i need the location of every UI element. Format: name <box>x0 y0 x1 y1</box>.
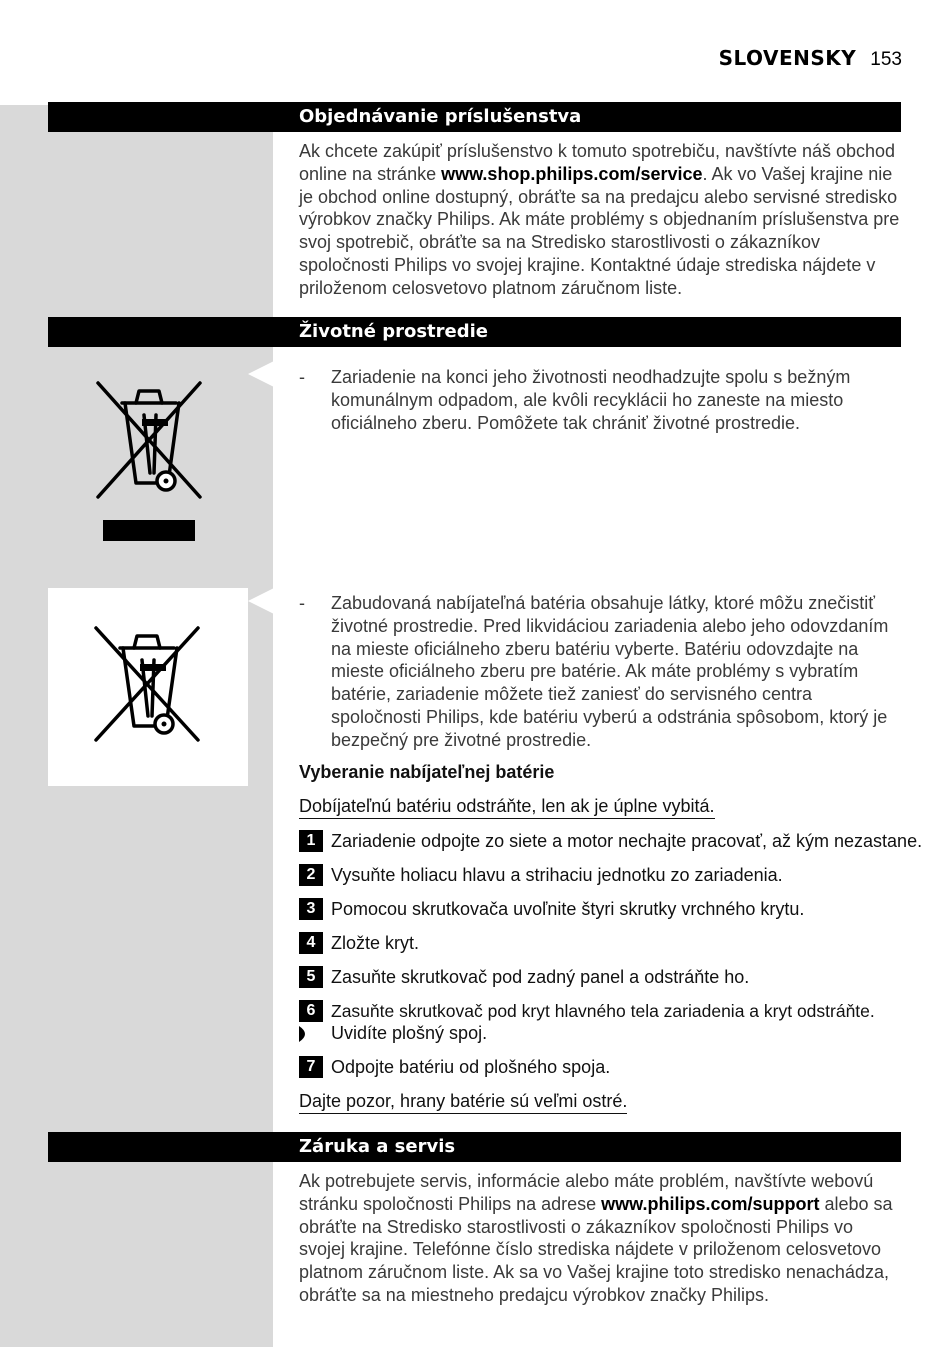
callout-pointer-2 <box>248 588 274 614</box>
bullet-text: Zariadenie na konci jeho životnosti neodhadzujte spolu s bežným komunálnym odpadom, ale kvôli recyklácii ho zaneste na miesto oficiálneho zberu. Pomôžete tak chrániť životné prostredie. <box>331 367 851 433</box>
section-bar-accessories <box>48 102 901 132</box>
warranty-text-after: alebo sa obráťte na Stredisko starostlivosti o zákazníkov spoločnosti Philips vo svojej krajine. Telefónne číslo strediska nájdete v priloženom celosvetovo platnom záručnom liste. Ak sa vo Vašej krajine toto stredisko nenachádza, obráťte sa na miestneho predajcu výrobkov značky Philips. <box>299 1193 893 1305</box>
battery-warning: Dajte pozor, hrany batérie sú veľmi ostré. <box>299 1091 627 1114</box>
step-number: 7 <box>299 1056 323 1078</box>
warranty-paragraph <box>299 1170 901 1307</box>
step-4 <box>299 932 909 954</box>
page-number: 153 <box>870 49 902 70</box>
accessories-text-before: Ak chcete zakúpiť príslušenstvo k tomuto spotrebiču, navštívte náš obchod online na stránke <box>299 141 896 184</box>
language-label: SLOVENSKY <box>718 46 857 70</box>
step-text: Zasuňte skrutkovač pod zadný panel a odstráňte ho. <box>331 966 750 987</box>
callout-pointer-1 <box>248 361 274 387</box>
section-bar-environment <box>48 317 901 347</box>
step-5 <box>299 966 909 988</box>
support-link[interactable]: www.philips.com/support <box>601 1193 820 1214</box>
bullet-text: Zabudovaná nabíjateľná batéria obsahuje látky, ktoré môžu znečistiť životné prostredie. Pred likvidáciou zariadenia alebo jeho odovzdaním na mieste oficiálneho zberu batériu vyberte. Batériu odovzdajte na mieste oficiálneho zberu pre batérie. Ak máte problémy s vybratím batérie, zariadenie môžete tiež zaniesť do servisného centra spoločnosti Philips, kde batériu vyberú a odstránia spôsobom, ktorý je bezpečný pre životné prostredie. <box>331 593 889 750</box>
bullet-marker: - <box>299 367 305 387</box>
battery-removal-heading: Vyberanie nabíjateľnej batérie <box>299 762 555 782</box>
section-title-environment: Životné prostredie <box>299 321 489 342</box>
battery-removal-note: Dobíjateľnú batériu odstráňte, len ak je úplne vybitá. <box>299 796 715 819</box>
step-text: Pomocou skrutkovača uvoľnite štyri skrutky vrchného krytu. <box>331 898 805 919</box>
crossed-bin-icon <box>92 375 206 503</box>
crossed-bin-battery-icon <box>90 622 204 746</box>
step-6-result <box>299 1023 487 1044</box>
section-title-accessories: Objednávanie príslušenstva <box>299 106 582 127</box>
result-text: Uvidíte plošný spoj. <box>331 1023 488 1043</box>
step-number: 4 <box>299 932 323 954</box>
step-text: Zariadenie odpojte zo siete a motor nechajte pracovať, až kým nezastane. <box>331 830 923 851</box>
accessories-paragraph <box>299 140 901 300</box>
step-number: 6 <box>299 1000 323 1022</box>
section-bar-warranty <box>48 1132 901 1162</box>
shop-link[interactable]: www.shop.philips.com/service <box>441 163 703 184</box>
step-text: Zložte kryt. <box>331 932 420 953</box>
step-number: 2 <box>299 864 323 886</box>
step-6 <box>299 1000 909 1022</box>
separate-collection-bar <box>103 520 195 541</box>
page-header <box>719 46 902 71</box>
step-7 <box>299 1056 909 1078</box>
step-number: 5 <box>299 966 323 988</box>
step-number: 1 <box>299 830 323 852</box>
step-text: Vysuňte holiacu hlavu a strihaciu jednotku zo zariadenia. <box>331 864 783 885</box>
bullet-marker: - <box>299 593 305 613</box>
step-text: Zasuňte skrutkovač pod kryt hlavného tela zariadenia a kryt odstráňte. <box>331 1000 875 1021</box>
section-title-warranty: Záruka a servis <box>299 1136 456 1157</box>
step-2 <box>299 864 909 886</box>
result-arrow-icon <box>299 1026 323 1042</box>
step-1 <box>299 830 923 852</box>
list-item <box>299 366 901 434</box>
accessories-text-after: . Ak vo Vašej krajine nie je obchod online dostupný, obráťte sa na predajcu alebo servisné stredisko výrobkov značky Philips. Ak máte problémy s objednaním príslušenstva pre svoj spotrebič, obráťte sa na Stredisko starostlivosti o zákazníkov spoločnosti Philips vo svojej krajine. Kontaktné údaje strediska nájdete v priloženom celosvetovo platnom záručnom liste. <box>299 163 900 298</box>
step-text: Odpojte batériu od plošného spoja. <box>331 1056 611 1077</box>
step-number: 3 <box>299 898 323 920</box>
list-item <box>299 592 901 752</box>
warranty-text-before: Ak potrebujete servis, informácie alebo máte problém, navštívte webovú stránku spoločnosti Philips na adrese <box>299 1171 874 1214</box>
step-3 <box>299 898 909 920</box>
